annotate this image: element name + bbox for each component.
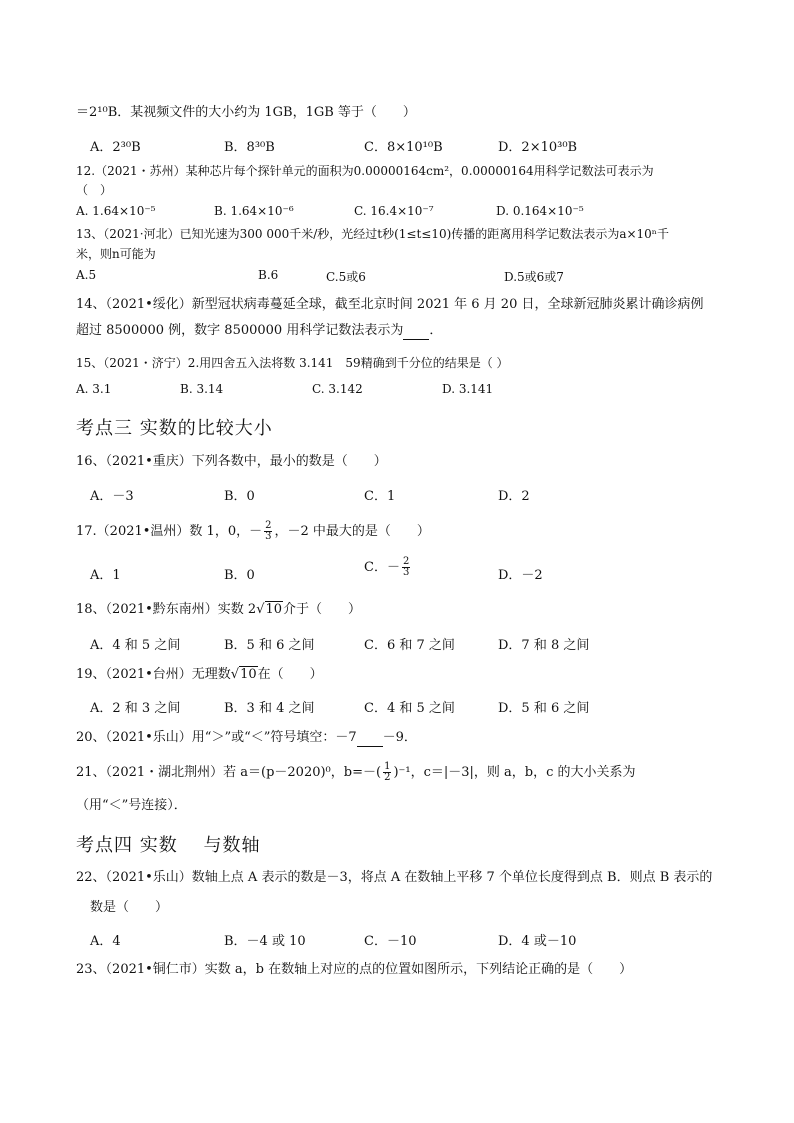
q19-stem-b: 在（ ） xyxy=(257,667,323,682)
q22-options xyxy=(76,930,726,948)
q22-stem: 22、（2021•乐山）数轴上点 A 表示的数是－3，将点 A 在数轴上平移 7 个单位长度得到点 B．则点 B 表示的 xyxy=(76,870,713,885)
q16-option-b: B．0 xyxy=(224,489,255,504)
q22-option-c: C．－10 xyxy=(364,934,417,949)
q16-option-d: D．2 xyxy=(498,489,530,504)
q14-answer-blank xyxy=(403,327,429,340)
q15-option-a: A. 3.1 xyxy=(76,382,112,396)
q18-stem-b: 介于（ ） xyxy=(283,602,362,617)
q12-option-b: B. 1.64×10⁻⁶ xyxy=(214,204,294,218)
q15-options xyxy=(76,382,726,400)
q21-fraction xyxy=(383,762,391,783)
q12-option-d: D. 0.164×10⁻⁵ xyxy=(496,204,584,218)
q22-stem-cont: 数是（ ） xyxy=(90,900,169,915)
q15-stem: 15、（2021・济宁）2.用四舍五入法将数 3.141 59精确到千分位的结果是（ ） xyxy=(76,356,509,370)
q14-stem-end: ． xyxy=(429,323,443,338)
q18-option-b: B．5 和 6 之间 xyxy=(224,638,315,653)
q18-stem: 18、（2021•黔东南州）实数 2√10介于（ ） xyxy=(76,602,362,617)
q20-answer-blank xyxy=(357,734,383,747)
q16-option-c: C．1 xyxy=(364,489,396,504)
q11-option-c: C．8×10¹⁰B xyxy=(364,140,443,155)
q17-stem-b: ，－2 中最大的是（ ） xyxy=(274,524,430,539)
q17-option-c-fraction xyxy=(402,557,410,578)
q17-option-d: D．－2 xyxy=(498,568,543,583)
q17-option-c-text: C．－ xyxy=(364,560,400,575)
q16-stem: 16、（2021•重庆）下列各数中，最小的数是（ ） xyxy=(76,454,387,469)
q17-stem-a: 17.（2021•温州）数 1，0，－ xyxy=(76,524,263,539)
q13-option-a: A.5 xyxy=(76,268,97,282)
q11-option-a: A．2³⁰B xyxy=(90,140,141,155)
q15-option-c: C. 3.142 xyxy=(312,382,363,396)
q11-option-d: D．2×10³⁰B xyxy=(498,140,578,155)
q13-options xyxy=(76,268,726,286)
q13-option-b: B.6 xyxy=(258,268,279,282)
q11-option-b: B．8³⁰B xyxy=(224,140,275,155)
q17-frac-den: 3 xyxy=(265,531,272,542)
q18-options xyxy=(76,634,726,652)
q15-option-d: D. 3.141 xyxy=(442,382,494,396)
q22-option-a: A．4 xyxy=(90,934,121,949)
q19-stem: 19、（2021•台州）无理数√10在（ ） xyxy=(76,667,323,682)
q19-stem-a: 19、（2021•台州）无理数 xyxy=(76,667,231,682)
q16-option-a: A．－3 xyxy=(90,489,134,504)
q19-option-c: C．4 和 5 之间 xyxy=(364,701,455,716)
q14-stem-cont xyxy=(76,322,726,340)
q21-frac-den: 2 xyxy=(384,772,391,783)
q12-stem-cont: （ ） xyxy=(76,183,113,197)
q17-option-b: B．0 xyxy=(224,568,255,583)
q14-stem-cont-text: 超过 8500000 例，数字 8500000 用科学记数法表示为 xyxy=(76,323,404,338)
q19-options xyxy=(76,697,726,715)
q23-stem: 23、（2021•铜仁市）实数 a，b 在数轴上对应的点的位置如图所示，下列结论正确的是（ ） xyxy=(76,962,633,977)
q19-option-b: B．3 和 4 之间 xyxy=(224,701,315,716)
q20-stem-b: －9． xyxy=(382,730,417,745)
q13-option-c: C.5或6 xyxy=(326,270,366,284)
q17-option-c-den: 3 xyxy=(402,567,410,578)
q18-option-d: D．7 和 8 之间 xyxy=(498,638,590,653)
q18-sqrt: 10 xyxy=(265,602,283,617)
q11-stem: ＝2¹⁰B．某视频文件的大小约为 1GB，1GB 等于（ ） xyxy=(76,105,416,120)
q18-option-a: A．4 和 5 之间 xyxy=(90,638,181,653)
q12-option-c: C. 16.4×10⁻⁷ xyxy=(354,204,434,218)
q17-frac-num: 2 xyxy=(265,520,272,531)
q17-option-c-num: 2 xyxy=(402,556,410,567)
q21-stem-cont: （用“＜”号连接）． xyxy=(76,798,187,813)
section-heading-3: 考点三 实数的比较大小 xyxy=(76,418,273,439)
q15-option-b: B. 3.14 xyxy=(180,382,224,396)
q17-option-a: A．1 xyxy=(90,568,121,583)
q13-stem: 13、（2021·河北）已知光速为300 000千米/秒，光经过t秒(1≤t≤10)传播的距离用科学记数法表示为a×10ⁿ千 xyxy=(76,227,669,241)
q22-option-b: B．－4 或 10 xyxy=(224,934,306,949)
q14-stem: 14、（2021•绥化）新型冠状病毒蔓延全球，截至北京时间 2021 年 6 月 20 日，全球新冠肺炎累计确诊病例 xyxy=(76,297,704,312)
q19-option-d: D．5 和 6 之间 xyxy=(498,701,590,716)
q18-option-c: C．6 和 7 之间 xyxy=(364,638,455,653)
section-heading-4: 考点四 实数 与数轴 xyxy=(76,835,261,856)
q19-sqrt: 10 xyxy=(240,667,257,682)
q12-options xyxy=(76,204,726,222)
q21-stem xyxy=(76,762,726,783)
q18-stem-a: 18、（2021•黔东南州）实数 2 xyxy=(76,602,257,617)
q22-option-d: D．4 或－10 xyxy=(498,934,577,949)
q17-options xyxy=(76,556,726,583)
q12-stem: 12.（2021・苏州）某种芯片每个探针单元的面积为0.00000164cm²，0.00000164用科学记数法可表示为 xyxy=(76,164,654,178)
q21-stem-b: )⁻¹，c＝|－3|，则 a，b，c 的大小关系为 xyxy=(393,765,636,780)
q11-options xyxy=(76,136,726,154)
q16-options xyxy=(76,485,726,503)
q21-frac-num: 1 xyxy=(384,761,391,772)
q20-stem xyxy=(76,729,726,747)
q21-stem-a: 21、（2021・湖北荆州）若 a＝(p－2020)⁰，b=－( xyxy=(76,765,382,780)
q17-fraction xyxy=(264,521,272,542)
q17-stem xyxy=(76,521,726,542)
q17-option-c xyxy=(364,556,412,578)
q13-stem-cont: 米，则n可能为 xyxy=(76,247,156,261)
q19-option-a: A．2 和 3 之间 xyxy=(90,701,181,716)
q20-stem-a: 20、（2021•乐山）用“＞”或“＜”符号填空：－7 xyxy=(76,730,357,745)
q12-option-a: A. 1.64×10⁻⁵ xyxy=(76,204,156,218)
q13-option-d: D.5或6或7 xyxy=(504,270,564,284)
